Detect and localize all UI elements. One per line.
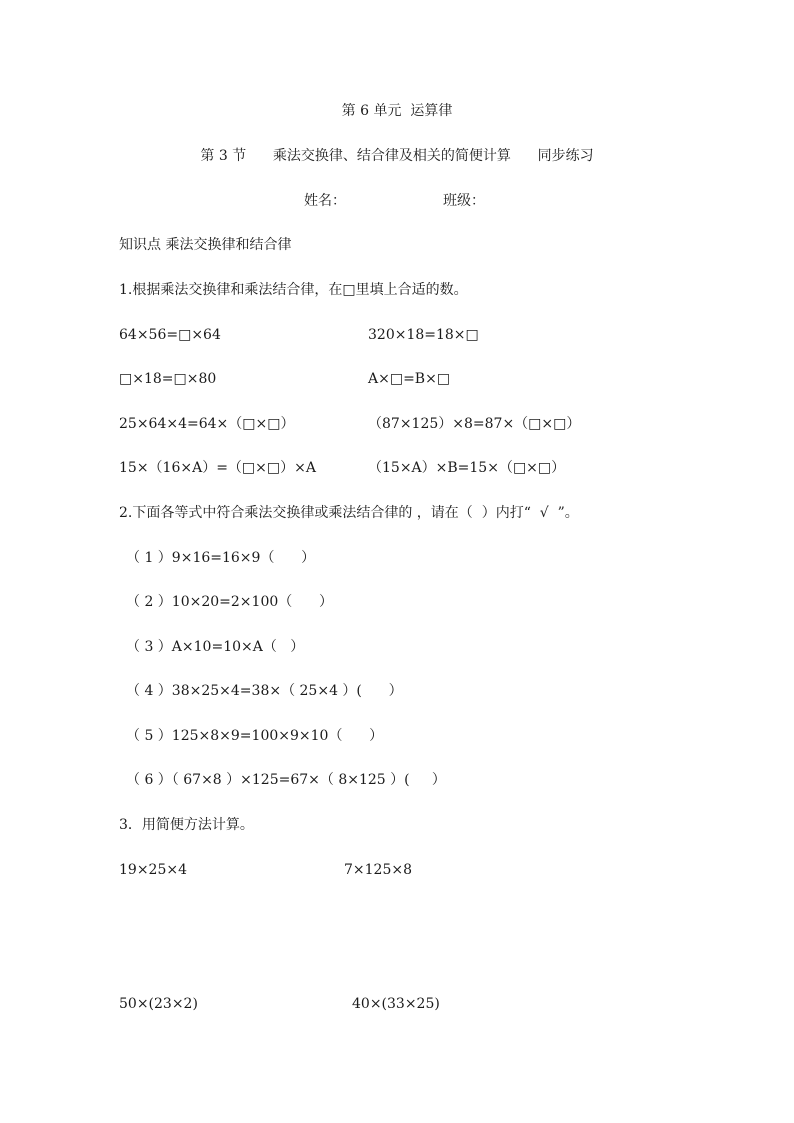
q2-item-4: （ 4 ）38×25×4=38×（ 25×4 ）( ） — [126, 683, 403, 699]
q1-row-2-left: □×18=□×80 — [119, 371, 217, 387]
q3-row-2-right: 40×(33×25) — [352, 996, 440, 1012]
q3-row-1-right: 7×125×8 — [344, 862, 412, 878]
class-label: 班级： — [443, 193, 485, 209]
q3-prompt: 3．用简便方法计算。 — [119, 817, 254, 833]
q1-row-4-left: 15×（16×A）=（□×□）×A — [119, 460, 316, 476]
q1-row-3-right: （87×125）×8=87×（□×□） — [368, 416, 581, 432]
q1-row-1-right: 320×18=18×□ — [368, 327, 479, 343]
q3-row-1-left: 19×25×4 — [119, 862, 187, 878]
q1-row-3-left: 25×64×4=64×（□×□） — [119, 416, 295, 432]
section-title: 第 3 节 乘法交换律、结合律及相关的简便计算 同步练习 — [200, 148, 594, 164]
q1-row-2-right: A×□=B×□ — [368, 371, 451, 387]
name-label: 姓名： — [304, 193, 346, 209]
q3-row-2-left: 50×(23×2) — [119, 996, 198, 1012]
q1-prompt: 1.根据乘法交换律和乘法结合律，在□里填上合适的数。 — [119, 282, 468, 298]
q1-row-1-left: 64×56=□×64 — [119, 327, 221, 343]
q2-item-1: （ 1 ）9×16=16×9（ ） — [126, 550, 316, 566]
q2-item-6: （ 6 ）（ 67×8 ）×125=67×（ 8×125 ）( ） — [126, 772, 446, 788]
q2-item-2: （ 2 ）10×20=2×100（ ） — [126, 594, 333, 610]
q2-prompt: 2.下面各等式中符合乘法交换律或乘法结合律的 ，请在（ ）内打“ √ ”。 — [119, 505, 579, 521]
q1-row-4-right: （15×A）×B=15×（□×□） — [368, 460, 566, 476]
q2-item-5: （ 5 ）125×8×9=100×9×10（ ） — [126, 728, 384, 744]
knowledge-point: 知识点 乘法交换律和结合律 — [119, 237, 292, 253]
unit-title: 第 6 单元 运算律 — [341, 103, 453, 119]
q2-item-3: （ 3 ）A×10=10×A（ ） — [126, 639, 305, 655]
